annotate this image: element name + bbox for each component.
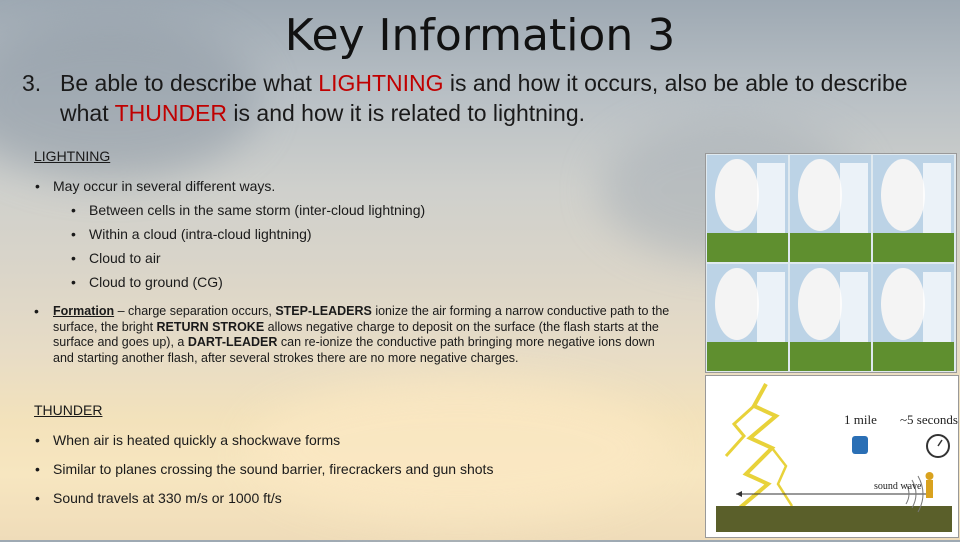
thunder-item: • Similar to planes crossing the sound barrier, firecrackers and gun shots bbox=[53, 457, 493, 481]
time-label: ~5 seconds bbox=[900, 412, 958, 427]
lightning-way-item: • Cloud to air bbox=[89, 246, 161, 270]
thunder-item: • When air is heated quickly a shockwave forms bbox=[53, 428, 340, 452]
storm-cell bbox=[873, 264, 954, 371]
step-leaders-term: STEP-LEADERS bbox=[275, 304, 372, 318]
storm-cell bbox=[707, 264, 788, 371]
thunder-diagram bbox=[705, 375, 959, 538]
page-title: Key Information 3 bbox=[284, 10, 676, 61]
storm-cells-illustration bbox=[706, 154, 956, 372]
lightning-formation-image bbox=[705, 153, 957, 373]
formation-text: ionize the air forming a narrow conductive path to the surface, the bright bbox=[53, 304, 670, 334]
lightning-way-item: • Between cells in the same storm (inter-cloud lightning) bbox=[89, 198, 425, 222]
storm-cell bbox=[873, 155, 954, 262]
person-icon bbox=[926, 480, 933, 498]
formation-text: – charge separation occurs, bbox=[114, 304, 276, 318]
objective-text: Be able to describe what bbox=[60, 70, 319, 96]
storm-cell bbox=[790, 264, 871, 371]
objective-text: is and how it occurs, also be able to describe what bbox=[60, 70, 908, 126]
thunder-heading: THUNDER bbox=[34, 402, 103, 418]
formation-text: allows negative charge to deposit on the surface (the flash starts at the surface and goes up), a bbox=[53, 319, 659, 349]
storm-cell bbox=[707, 155, 788, 262]
objective-lightning: LIGHTNING bbox=[318, 70, 444, 96]
objective bbox=[22, 68, 922, 128]
lightning-way-item: • Cloud to ground (CG) bbox=[89, 270, 223, 294]
lightning-heading: LIGHTNING bbox=[34, 148, 111, 164]
distance-label: 1 mile bbox=[844, 412, 877, 427]
lightning-ways-intro: • May occur in several different ways. bbox=[53, 174, 275, 198]
objective-thunder: THUNDER bbox=[114, 100, 228, 126]
dart-leader-term: DART-LEADER bbox=[187, 335, 278, 349]
lightning-way-item: • Within a cloud (intra-cloud lightning) bbox=[89, 222, 312, 246]
thunder-diagram-illustration bbox=[706, 376, 958, 537]
formation-label: Formation bbox=[53, 304, 115, 318]
sound-wave-label: sound wave bbox=[874, 481, 922, 492]
objective-text: is and how it is related to lightning. bbox=[227, 100, 585, 126]
storm-cell bbox=[790, 155, 871, 262]
objective-number: 3. bbox=[22, 70, 42, 96]
formation-paragraph bbox=[53, 304, 673, 366]
phone-icon bbox=[852, 436, 868, 454]
thunder-item: • Sound travels at 330 m/s or 1000 ft/s bbox=[53, 486, 282, 510]
return-stroke-term: RETURN STROKE bbox=[156, 319, 265, 334]
formation-text: can re-ionize the conductive path bringing more negative ions down and starting another flash, after several strokes there are no more negative charges. bbox=[53, 335, 655, 365]
